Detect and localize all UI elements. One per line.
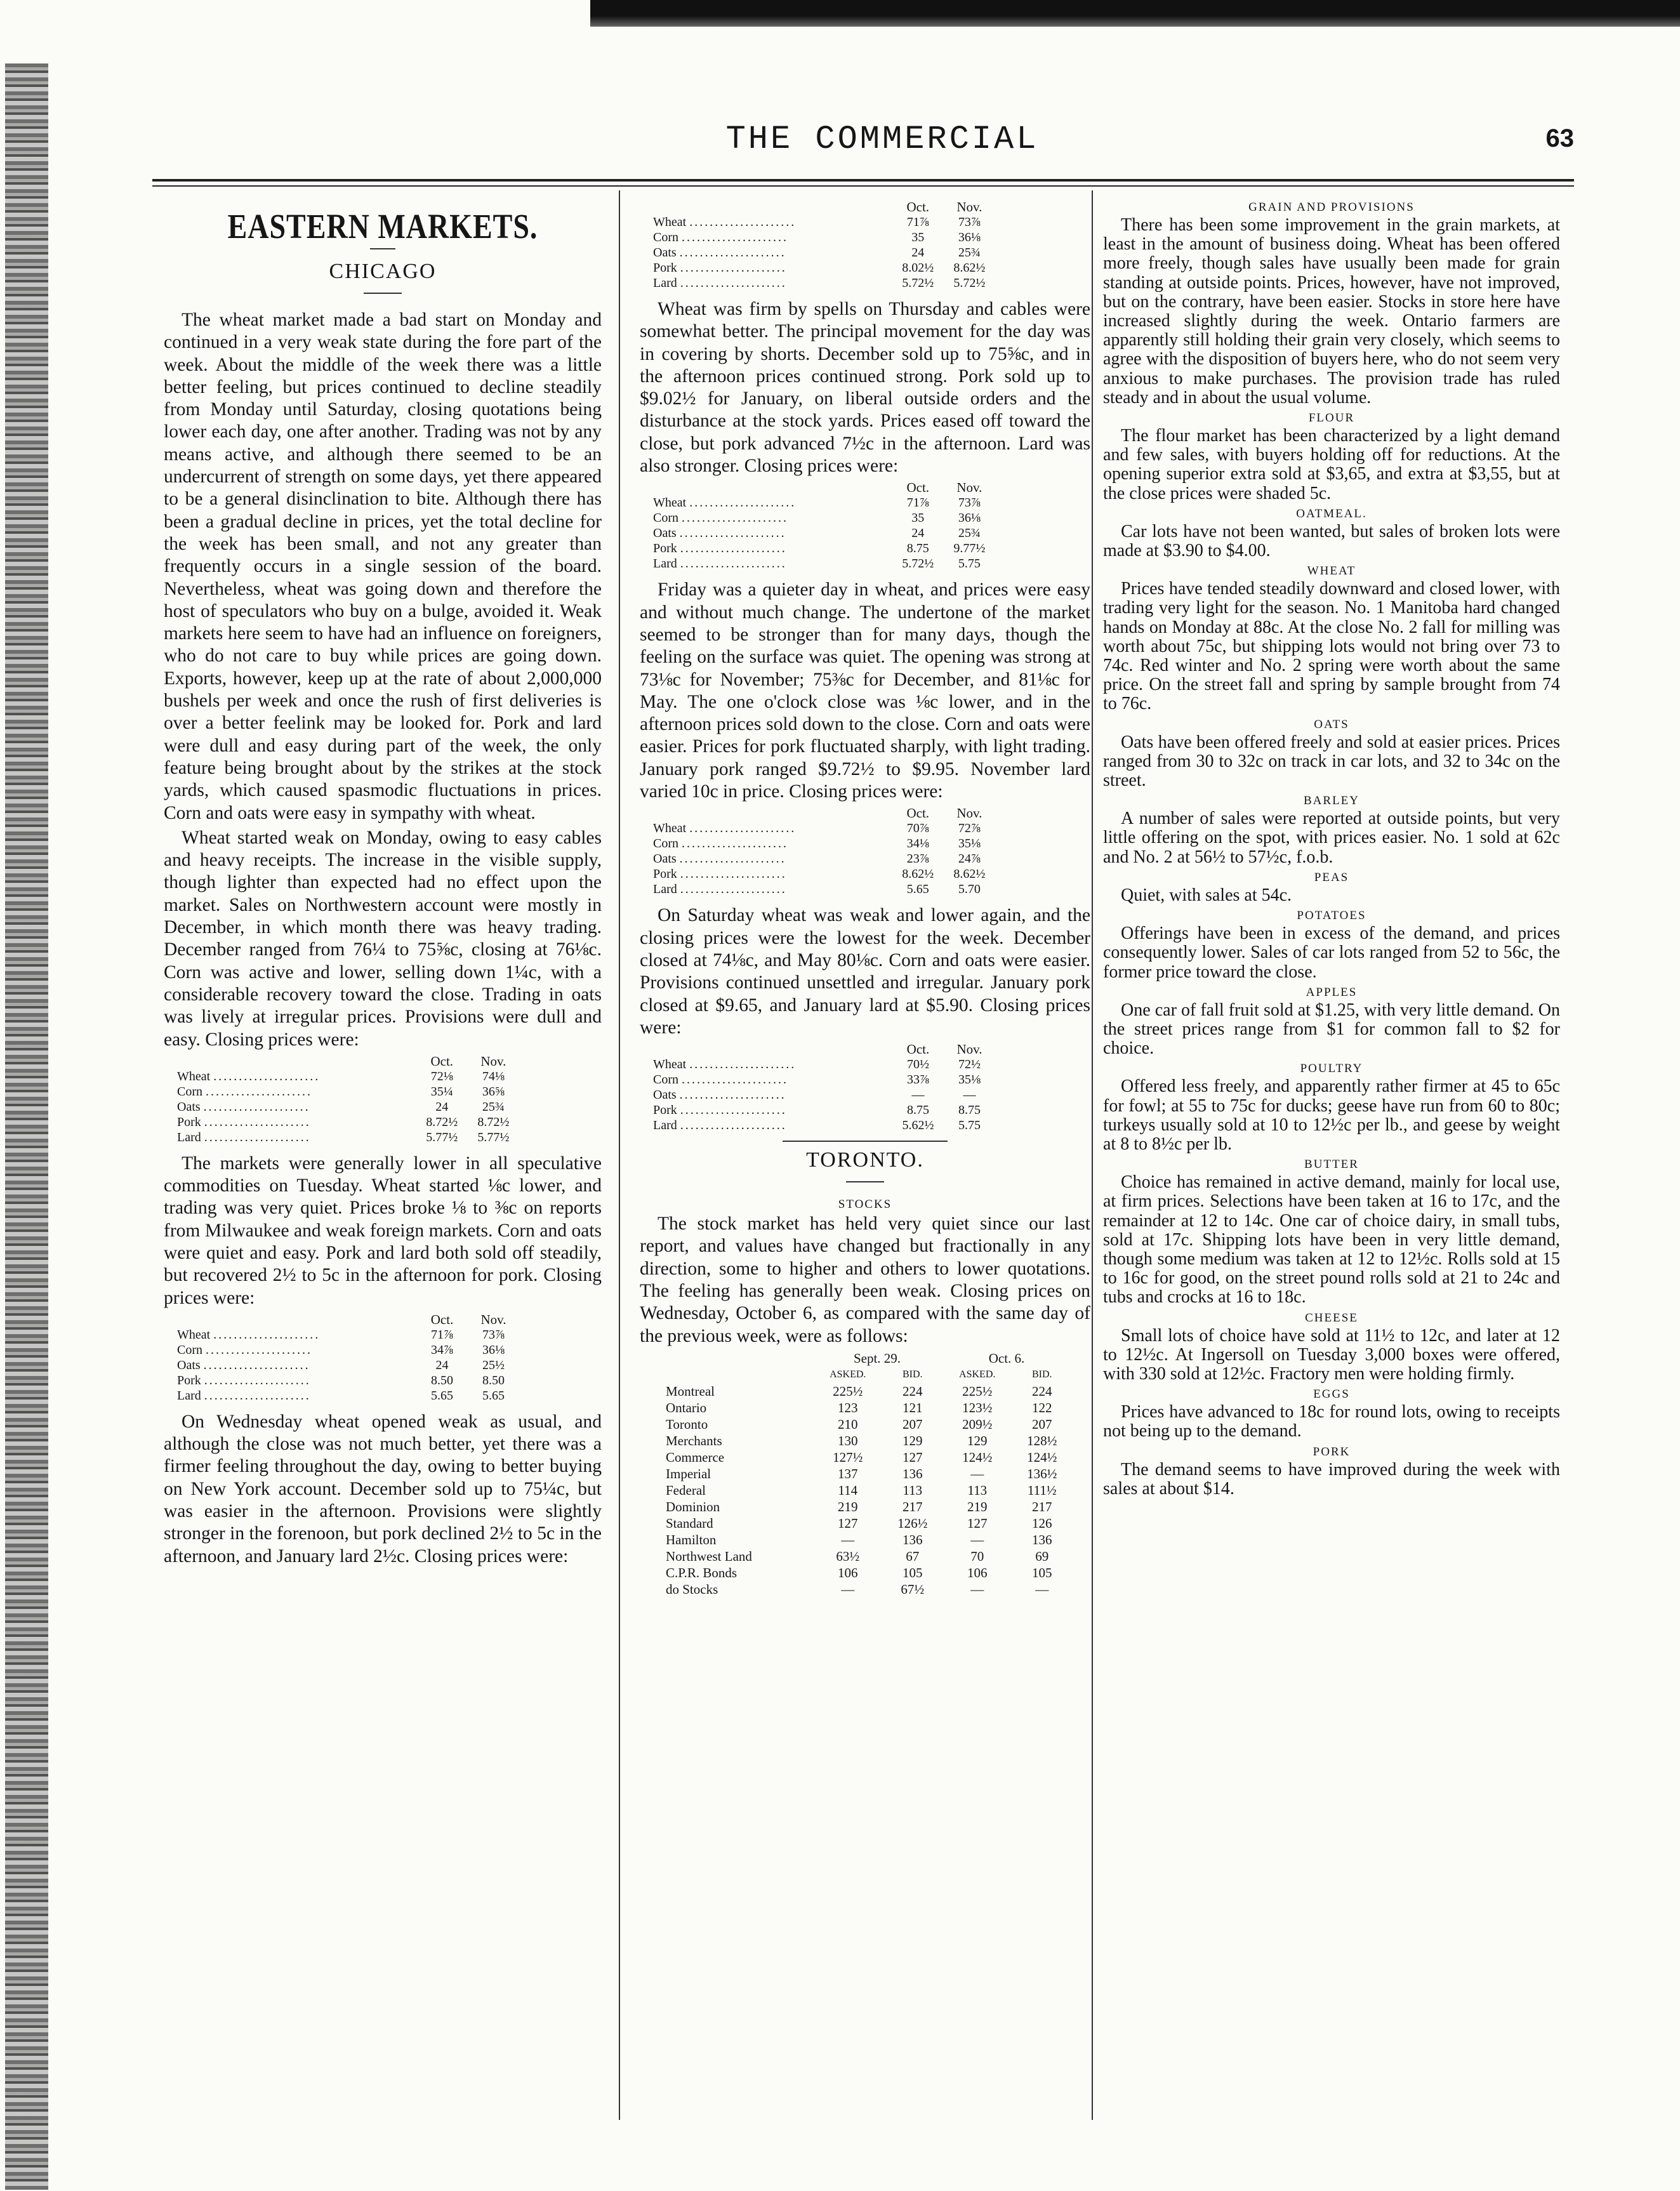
column-2 <box>640 197 1090 1604</box>
table-row: Lard ..................... 5.65 5.70 <box>653 882 981 897</box>
paragraph: Car lots have not been wanted, but sales of broken lots were made at $3.90 to $4.00. <box>1103 521 1560 561</box>
table-row: Lard ..................... 5.72½ 5.72½ <box>653 276 986 290</box>
table-row: Corn ..................... 33⅞ 35⅛ <box>653 1073 981 1087</box>
table-row: Wheat ..................... 70½ 72½ <box>653 1057 981 1072</box>
table-row: Oats ..................... 24 25¾ <box>177 1099 505 1114</box>
price-table: Oct. Nov. Wheat ..................... 72⅛ 74⅛ Corn ..................... 35¼ 36⅝ Oats ..................... 24 25¾ Pork ..................... 8.72½ 8.72½ Lard ..................... 5.77½ 5.77½ <box>176 1054 519 1145</box>
table-row: Hamilton — 136 — 136 <box>666 1532 1052 1547</box>
header-rule-thin <box>152 185 1574 187</box>
divider <box>783 1141 948 1142</box>
paragraph: Wheat started weak on Monday, owing to easy cables and heavy receipts. The increase in the visible supply, though lighter than expected had no effect upon the market. Sales on Northwestern account were mostly in December, in which month there was heavy trading. December ranged from 76¼ to 75⅝c, closing at 76⅛c. Corn was active and lower, selling down 1¼c, with a considerable recovery toward the close. Trading in oats was lively at irregular prices. Provisions were dull and easy. Closing prices were: <box>164 827 602 1050</box>
table-row: Wheat ..................... 71⅞ 73⅞ <box>653 496 981 510</box>
paragraph: The flour market has been characterized by a light demand and few sales, with buyers holding off for reductions. At the opening superior extra sold at $3,65, and extra at $3,55, but at the close prices were shaded 5c. <box>1103 426 1560 503</box>
paragraph: Friday was a quieter day in wheat, and prices were easy and without much change. The undertone of the market seemed to be stronger than for many days, though the feeling on the surface was quiet. The opening was strong at 73⅛c for November; 75⅜c for December, and 81⅛c for May. The one o'clock close was ⅛c lower, and in the afternoon prices sold down to the close. Corn and oats were easier. Prices for pork fluctuated sharply, with light trading. January pork ranged $9.72½ to $9.95. November lard varied 10c in price. Closing prices were: <box>640 579 1090 802</box>
paragraph: One car of fall fruit sold at $1.25, with very little demand. On the street prices range from $1 for common fall to $2 for choice. <box>1103 1000 1560 1059</box>
column-1 <box>164 197 602 1570</box>
paragraph: Prices have advanced to 18c for round lots, owing to receipts not being up to the demand. <box>1103 1402 1560 1441</box>
table-row: Corn ..................... 35 36⅛ <box>653 230 981 244</box>
page-header <box>152 121 1574 165</box>
price-table: Oct. Nov. Wheat ..................... 71⅞ 73⅞ Corn ..................... 35 36⅛ Oats ..................... 24 25¾ Pork ..................... 8.02½ 8.62½ Lard ..................... 5.72½ 5.72½ <box>652 199 995 291</box>
table-row: Pork ..................... 8.62½ 8.62½ <box>653 867 986 882</box>
table-row: Wheat ..................... 70⅞ 72⅞ <box>653 821 981 836</box>
subsection-heading: OATMEAL. <box>1296 506 1367 520</box>
table-row: Oats ..................... 24 25½ <box>177 1358 505 1372</box>
paragraph: Prices have tended steadily downward and closed lower, with trading very light for the season. No. 1 Manitoba hard changed hands on Monday at 88c. At the close No. 2 fall for milling was worth about 75c, but shipping lots would not bring over 73 to 74c. Red winter and No. 2 spring were worth about the same price. On the street fall and spring by sample brought from 74 to 76c. <box>1103 579 1560 714</box>
paragraph: A number of sales were reported at outside points, but very little offering on the spot, with prices easier. No. 1 sold at 62c and No. 2 at 56½ to 57½c, f.o.b. <box>1103 809 1560 867</box>
table-row: Merchants 130 129 129 128½ <box>666 1433 1057 1448</box>
table-row: Corn ..................... 34⅛ 35⅛ <box>653 837 981 851</box>
paragraph: On Wednesday wheat opened weak as usual, and although the close was not much better, yet there was a firmer feeling throughout the day, owing to better buying on New York account. December sold up to 75¼c, but was easier in the afternoon. Provisions were slightly stronger in the forenoon, but pork declined 2½ to 5c in the afternoon, and January lard 2½c. Closing prices were: <box>164 1411 602 1566</box>
paragraph: The wheat market made a bad start on Monday and continued in a very weak state during the fore part of the week. About the middle of the week there was a little better feeling, but prices continued to decline steadily from Monday until Saturday, closing quotations being lower each day, one after another. Trading was not by any means active, and although there seemed to be an undercurrent of strength on some days, yet there appeared to be a general disinclination to bite. Although there has been a gradual decline in prices, yet the total decline for the week has been small, and not any greater than frequently occurs in a single session of the board. Nevertheless, wheat was going down and therefore the host of speculators who buy on a bulge, avoided it. Weak markets here seem to have had an influence on foreigners, who do not care to buy while prices are going down. Exports, however, keep up at the rate of about 2,000,000 bushels per week and once the rush of first deliveries is over a better feelink may be looked for. Pork and lard were dull and easy during part of the week, the only feature being brought about by the strikes at the stock yards, which caused spasmodic fluctuations in prices. Corn and oats were easy in sympathy with wheat. <box>164 310 602 823</box>
scan-top-bar <box>590 0 1680 27</box>
paragraph: Small lots of choice have sold at 11½ to 12c, and later at 12 to 12½c. At Ingersoll on Tuesday 3,000 boxes were offered, with 330 sold at 12½c. Fractory men were holding firmly. <box>1103 1325 1560 1384</box>
table-row: Imperial 137 136 — 136½ <box>666 1466 1057 1481</box>
subsection-heading: WHEAT <box>1307 564 1356 578</box>
city-heading: CHICAGO <box>329 260 437 283</box>
divider <box>370 248 395 249</box>
paragraph: Offered less freely, and apparently rather firmer at 45 to 65c for fowl; at 55 to 75c for ducks; geese have run from 60 to 80c; turkeys usually sold at 10 to 12½c per lb., and geese by weight at 8 to 8½c per lb. <box>1103 1076 1560 1154</box>
subsection-heading: BARLEY <box>1304 794 1359 808</box>
table-row: Pork ..................... 8.50 8.50 <box>177 1373 505 1387</box>
table-row: Oats ..................... 24 25¾ <box>653 246 981 260</box>
city-heading: TORONTO. <box>806 1148 924 1172</box>
subsection-heading: BUTTER <box>1304 1158 1359 1172</box>
table-row: Wheat ..................... 71⅞ 73⅞ <box>653 215 981 229</box>
subsection-heading: PEAS <box>1314 870 1349 884</box>
table-row: Lard ..................... 5.77½ 5.77½ <box>177 1130 510 1144</box>
subsection-heading: STOCKS <box>838 1198 892 1212</box>
divider <box>364 293 402 294</box>
page-number: 63 <box>1545 124 1574 152</box>
table-row: Lard ..................... 5.72½ 5.75 <box>653 557 981 571</box>
price-table: Oct. Nov. Wheat ..................... 70⅞ 72⅞ Corn ..................... 34⅛ 35⅛ Oats ..................... 23⅞ 24⅞ Pork ..................... 8.62½ 8.62½ Lard ..................... 5.65 5.70 <box>652 805 995 897</box>
table-row: Lard ..................... 5.62½ 5.75 <box>653 1118 981 1133</box>
table-row: Dominion 219 217 219 217 <box>666 1499 1052 1514</box>
table-row: Oats ..................... 23⅞ 24⅞ <box>653 852 981 866</box>
subsection-heading: PORK <box>1313 1445 1351 1459</box>
paragraph: Offerings have been in excess of the demand, and prices consequently lower. Sales of car lots ranged from 52 to 56c, the former price toward the close. <box>1103 923 1560 982</box>
paragraph: The stock market has held very quiet since our last report, and values have changed but fractionally in any direction, some to higher and others to lower quotations. The feeling has generally been weak. Closing prices on Wednesday, October 6, as compared with the same day of the previous week, were as follows: <box>640 1214 1090 1346</box>
table-row: Oats ..................... 24 25¾ <box>653 526 981 541</box>
section-title: EASTERN MARKETS. <box>227 206 538 246</box>
paragraph: On Saturday wheat was weak and lower again, and the closing prices were the lowest for the week. December closed at 74⅛c, and May 80⅛c. Corn and oats were easier. Provisions continued unsettled and irregular. January pork closed at $9.65, and January lard at $5.90. Closing prices were: <box>640 905 1090 1038</box>
subsection-heading: APPLES <box>1306 985 1358 999</box>
subsection-heading: OATS <box>1314 717 1349 731</box>
subsection-heading: GRAIN AND PROVISIONS <box>1248 201 1415 214</box>
table-row: Pork ..................... 8.72½ 8.72½ <box>177 1115 510 1129</box>
price-table: Oct. Nov. Wheat ..................... 71⅞ 73⅞ Corn ..................... 35 36⅛ Oats ..................... 24 25¾ Pork ..................... 8.75 9.77½ Lard ..................... 5.72½ 5.75 <box>652 480 995 571</box>
table-row: Lard ..................... 5.65 5.65 <box>177 1388 505 1403</box>
table-row: Corn ..................... 35 36⅛ <box>653 511 981 526</box>
subsection-heading: EGGS <box>1313 1387 1350 1401</box>
divider <box>846 1181 884 1182</box>
column-3 <box>1103 197 1560 1501</box>
paragraph: Wheat was firm by spells on Thursday and cables were somewhat better. The principal movement for the day was in covering by shorts. December sold up to 75⅝c, and in the afternoon prices continued strong. Pork sold up to $9.02½ for January, on liberal outside orders and the disturbance at the stock yards. Prices eased off toward the close, but pork advanced 7½c in the afternoon. Lard was also stronger. Closing prices were: <box>640 299 1090 477</box>
subsection-heading: FLOUR <box>1308 411 1355 425</box>
table-row: Commerce 127½ 127 124½ 124½ <box>666 1449 1057 1465</box>
subsection-heading: CHEESE <box>1305 1311 1358 1325</box>
paragraph: The demand seems to have improved during the week with sales at about $14. <box>1103 1459 1560 1499</box>
price-table: Oct. Nov. Wheat ..................... 71⅞ 73⅞ Corn ..................... 34⅞ 36⅛ Oats ..................... 24 25½ Pork ..................... 8.50 8.50 Lard ..................... 5.65 5.65 <box>176 1312 519 1403</box>
table-row: Federal 114 113 113 111½ <box>666 1482 1057 1498</box>
subsection-heading: POTATOES <box>1297 909 1366 923</box>
table-row: do Stocks — 67½ — — <box>666 1581 1049 1597</box>
table-row: Toronto 210 207 209½ 207 <box>666 1416 1052 1432</box>
table-row: Pork ..................... 8.75 9.77½ <box>653 541 986 556</box>
column-divider <box>619 190 620 2120</box>
table-row: Standard 127 126½ 127 126 <box>666 1515 1052 1531</box>
paragraph: The markets were generally lower in all speculative commodities on Tuesday. Wheat started ⅛c lower, and trading was very quiet. Prices broke ⅛ to ⅜c on reports from Milwaukee and weak foreign markets. Corn and oats were quiet and easy. Pork and lard both sold off steadily, but recovered 2½ to 5c in the afternoon for pork. Closing prices were: <box>164 1153 602 1308</box>
paragraph: There has been some improvement in the grain markets, at least in the amount of business doing. Wheat has been offered more freely, though sales have usually been made for grain standing at outside points. Prices, however, have not improved, but on the contrary, have been easier. Stocks in store here have increased slightly during the week. Ontario farmers are apparently still holding their grain very closely, which seems to agree with the disposition of buyers here, who do not seem very anxious to make purchases. The provision trade has ruled steady and in about the usual volume. <box>1103 215 1560 407</box>
table-row: Corn ..................... 35¼ 36⅝ <box>177 1084 505 1099</box>
table-row: Wheat ..................... 72⅛ 74⅛ <box>177 1069 505 1083</box>
table-row: Northwest Land 63½ 67 70 69 <box>666 1548 1049 1564</box>
paragraph: Oats have been offered freely and sold at easier prices. Prices ranged from 30 to 32c on track in car lots, and 32 to 34c on the street. <box>1103 732 1560 791</box>
running-head: THE COMMERCIAL <box>725 121 1039 158</box>
paragraph: Choice has remained in active demand, mainly for local use, at firm prices. Selections have been taken at 16 to 17c, and the remainder at 12 to 14c. One car of choice dairy, in small tubs, sold at 17c. Shipping lots have been in very little demand, though some medium was taken at 12 to 12½c. Rolls sold at 15 to 16c for good, on the street pound rolls sold at 21 to 24c and tubs and crocks at 16 to 18c. <box>1103 1172 1560 1307</box>
table-row: Oats ..................... — — <box>653 1088 976 1102</box>
stock-table: Sept. 29. Oct. 6. ASKED. BID. ASKED. BID. Montreal 225½ 224 225½ 224 Ontario 123 121 123½ 122 Toronto 210 207 209½ 207 Merchants 130 129 129 128½ Commerce 127½ 127 124½ 124½ Imperial 137 136 — 136½ Federal 114 113 113 111½ Dominion 219 217 219 217 Standard 127 126½ 127 126 Hamilton — 136 — 136 Northwest Land 63½ 67 70 69 C.P.R. Bonds 106 105 106 105 do Stocks — 67½ — — <box>665 1350 1071 1598</box>
table-row: Corn ..................... 34⅞ 36⅛ <box>177 1342 505 1357</box>
subsection-heading: POULTRY <box>1300 1062 1363 1076</box>
price-table: Oct. Nov. Wheat ..................... 70½ 72½ Corn ..................... 33⅞ 35⅛ Oats ..................... — — Pork ..................... 8.75 8.75 Lard ..................... 5.62½ 5.75 <box>652 1042 995 1133</box>
table-row: Wheat ..................... 71⅞ 73⅞ <box>177 1327 505 1342</box>
table-row: Ontario 123 121 123½ 122 <box>666 1400 1052 1415</box>
paragraph: Quiet, with sales at 54c. <box>1121 885 1292 905</box>
header-rule <box>152 179 1574 182</box>
table-row: Montreal 225½ 224 225½ 224 <box>666 1383 1052 1399</box>
column-divider <box>1092 190 1093 2120</box>
table-row: Pork ..................... 8.75 8.75 <box>653 1103 981 1118</box>
table-row: Pork ..................... 8.02½ 8.62½ <box>653 261 986 275</box>
table-row: C.P.R. Bonds 106 105 106 105 <box>666 1565 1052 1580</box>
scan-edge-strip <box>5 63 48 2190</box>
